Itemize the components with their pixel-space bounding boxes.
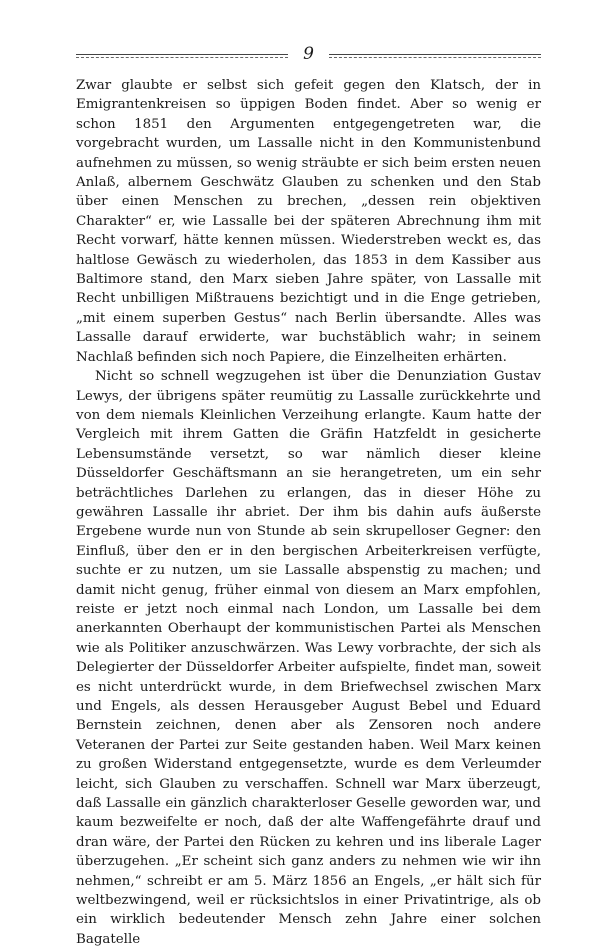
page-header bbox=[76, 44, 541, 66]
header-rule-left bbox=[76, 54, 288, 55]
book-page bbox=[76, 44, 541, 949]
paragraph-1: Zwar glaubte er selbst sich gefeit gegen den Klatsch, der in Emigrantenkreisen so üppigen Boden findet. Aber so wenig er schon 1851 den Argumenten entgegengetreten war, die vorgebracht wurden, um Lassalle nicht in den Kommunistenbund aufnehmen zu müssen, so wenig sträubte er sich beim ersten neuen Anlaß, albernem Geschwätz Glauben zu schenken und den Stab über einen Menschen zu brechen, „dessen rein objektiven Charakter“ er, wie Lassalle bei der späteren Abrechnung ihm mit Recht vorwarf, hätte kennen müssen. Wiederstreben weckt es, das haltlose Gewäsch zu wiederholen, das 1853 in dem Kassiber aus Baltimore stand, den Marx sieben Jahre später, von Lassalle mit Recht unbilligen Mißtrauens bezichtigt und in die Enge getrieben, „mit einem superben Gestus“ nach Berlin übersandte. Alles was Lassalle darauf erwiderte, war buchstäblich wahr; in seinem Nachlaß befinden sich noch Papiere, die Einzelheiten erhärten. bbox=[76, 78, 541, 365]
page-number: 9 bbox=[303, 44, 314, 64]
paragraph-2: Nicht so schnell wegzugehen ist über die Denunziation Gustav Lewys, der übrigens später reumütig zu Lassalle zurückkehrte und von dem niemals Kleinlichen Verzeihung erlangte. Kaum hatte der Vergleich mit ihrem Gatten die Gräfin Hatzfeldt in gesicherte Lebensumstände versetzt, so war nämlich dieser kleine Düsseldorfer Geschäftsmann an sie herangetreten, um ein sehr beträchtliches Darlehen zu erlangen, das in dieser Höhe zu gewähren Lassalle ihr abriet. Der ihm bis dahin aufs äußerste Ergebene wurde nun von Stunde ab sein skrupelloser Gegner: den Einfluß, über den er in den bergischen Arbeiterkreisen verfügte, suchte er zu nutzen, um sie Lassalle abspenstig zu machen; und damit nicht genug, früher einmal von diesem an Marx empfohlen, reiste er jetzt noch einmal nach London, um Lassalle bei dem anerkannten Oberhaupt der kommunistischen Partei als Menschen wie als Politiker anzuschwärzen. Was Lewy vorbrachte, der sich als Delegierter der Düsseldorfer Arbeiter aufspielte, findet man, soweit es nicht unterdrückt wurde, in dem Briefwechsel zwischen Marx und Engels, als dessen Herausgeber August Bebel und Eduard Bernstein zeichnen, denen aber als Zensoren noch andere Veteranen der Partei zur Seite gestanden haben. Weil Marx keinen zu großen Widerstand entgegensetzte, wurde es dem Verleumder leicht, sich Glauben zu verschaffen. Schnell war Marx überzeugt, daß Lassalle ein gänzlich charakterloser Geselle geworden war, und kaum bezweifelte er noch, daß der alte Waffengefährte drauf und dran wäre, der Partei den Rücken zu kehren und ins liberale Lager überzugehen. „Er scheint sich ganz anders zu nehmen wie wir ihn nehmen,“ schreibt er am 5. März 1856 an Engels, „er hält sich für weltbezwingend, weil er rücksichtslos in einer Privatintrige, als ob ein wirklich bedeutender Mensch zehn Jahre einer solchen Bagatelle bbox=[76, 369, 541, 947]
page-body bbox=[76, 76, 541, 949]
header-rule-right bbox=[329, 54, 541, 55]
